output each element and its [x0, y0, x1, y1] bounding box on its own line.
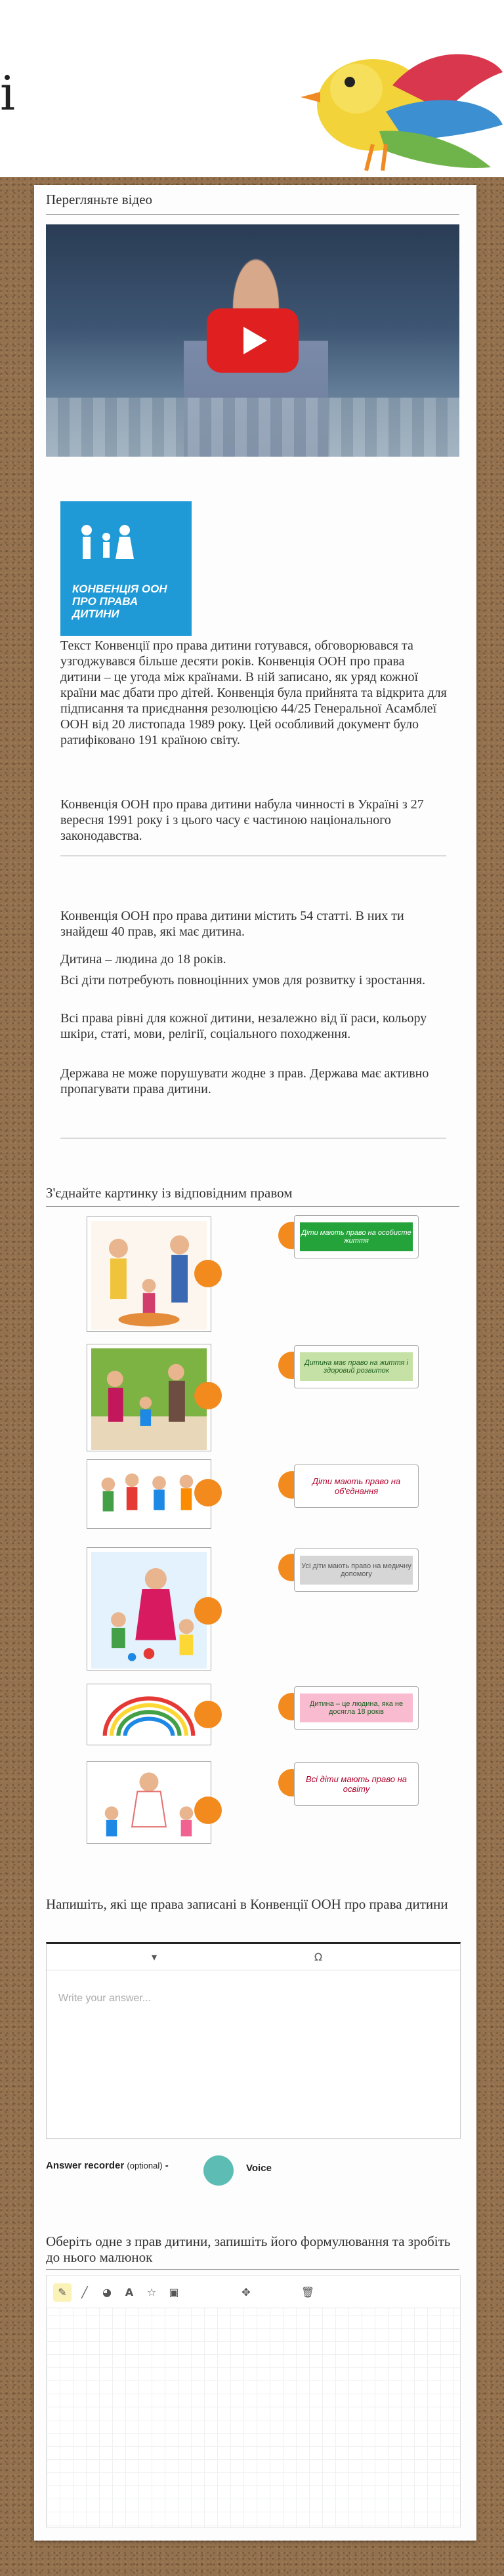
doctor-children-picture [91, 1766, 207, 1842]
pen-icon[interactable]: ╱ [81, 2286, 88, 2298]
answer-toolbar [47, 1944, 460, 1970]
match-label-4[interactable] [294, 1548, 419, 1592]
mother-children-picture [91, 1552, 207, 1669]
intro-paragraph-2: Конвенція ООН про права дитини набула чинності в Україні з 27 вересня 1991 року і з цього часу є частиною національного законодавства. [60, 797, 424, 843]
match-label-3[interactable] [294, 1465, 419, 1508]
facts-paragraph-4: Всі права рівні для кожної дитини, незалежно від її раси, кольору шкіри, статі, мови, релігії, соціального походження. [60, 1011, 427, 1041]
drawing-toolbar [47, 2275, 460, 2308]
format-dropdown-icon[interactable]: ▾ [151, 1951, 158, 1963]
facts-paragraph-2: Дитина – людина до 18 років. [60, 952, 226, 966]
pencil-icon[interactable]: ✎ [53, 2283, 72, 2302]
match-label-text-3: Діти мають право на об'єднання [312, 1476, 401, 1496]
children-group-picture [91, 1464, 207, 1526]
match-label-text-4: Усі діти мають право на медичну допомогу [300, 1556, 413, 1585]
drawing-canvas[interactable] [46, 2275, 461, 2527]
match-label-text-5: Дитина – це людина, яка не досягла 18 років [300, 1693, 413, 1722]
match-label-2[interactable] [294, 1345, 419, 1388]
match-picture-5[interactable] [87, 1684, 211, 1745]
page-header [0, 0, 504, 177]
answer-text-area[interactable] [46, 1942, 461, 2139]
question-2-title: Оберіть одне з прав дитини, запишіть його формулювання та зробіть до нього малюнок [46, 2233, 451, 2265]
answer-placeholder: Write your answer... [58, 1993, 152, 2004]
family-figures-icon [74, 521, 139, 573]
play-button[interactable] [207, 308, 299, 373]
image-icon[interactable]: ▣ [169, 2286, 179, 2298]
family-garden-picture [91, 1348, 207, 1450]
match-picture-3[interactable] [87, 1459, 211, 1529]
video-player[interactable] [46, 224, 459, 457]
trash-icon[interactable]: 🗑 [301, 2286, 315, 2298]
match-label-text-6: Всі діти мають право на освіту [306, 1774, 407, 1794]
match-section-title: З'єднайте картинку із відповідним правом [46, 1185, 293, 1201]
match-connector-left-5[interactable] [194, 1701, 222, 1728]
answer-recorder-text: Answer recorder [46, 2160, 125, 2171]
intro-paragraph-1: Текст Конвенції про права дитини готувався, обговорювався та узгоджувався більше десяти років. Конвенція ООН про права дитини – це угода між країнами. В ній записано, як уряд кожної країни має дбати про дітей. Конвенція була прийнята та відкрита для підписання та приєднання резолюцією 44/25 Генеральної Асамблеї ООН від 20 листопада 1989 року. Цей особливий документ було ратифіковано 191 країною світу. [60, 638, 447, 747]
video-thumbnail-floor [46, 398, 459, 457]
divider [46, 1206, 459, 1207]
format-icon[interactable]: Ω [314, 1951, 323, 1963]
match-label-1[interactable] [294, 1215, 419, 1258]
match-connector-left-6[interactable] [194, 1797, 222, 1824]
question-1-title: Напишіть, які ще права записані в Конвенції ООН про права дитини [46, 1896, 448, 1912]
match-connector-left-3[interactable] [194, 1479, 222, 1506]
facts-paragraph-5: Держава не може порушувати жодне з прав. Держава має активно пропагувати права дитини. [60, 1066, 429, 1096]
divider [46, 2269, 459, 2270]
match-label-5[interactable] [294, 1686, 419, 1730]
match-picture-1[interactable] [87, 1216, 211, 1332]
family-picnic-picture [91, 1221, 207, 1330]
voice-record-button[interactable] [203, 2155, 234, 2186]
match-picture-6[interactable] [87, 1761, 211, 1844]
match-connector-left-2[interactable] [194, 1382, 222, 1409]
divider [46, 214, 459, 215]
video-section-title: Перегляньте відео [46, 192, 153, 207]
answer-recorder-label: Answer recorder (optional) - [46, 2160, 169, 2171]
answer-recorder-optional: (optional) [127, 2161, 163, 2171]
star-icon[interactable]: ☆ [146, 2286, 157, 2298]
content-card [34, 185, 476, 2541]
voice-label: Voice [246, 2163, 272, 2174]
match-connector-left-4[interactable] [194, 1597, 222, 1625]
page-title: і [0, 66, 16, 121]
move-icon[interactable]: ✥ [242, 2286, 251, 2298]
poster-caption: КОНВЕНЦІЯ ООН ПРО ПРАВА ДИТИНИ [72, 583, 167, 620]
facts-paragraph-1: Конвенція ООН про права дитини містить 54 статті. В них ти знайдеш 40 прав, які має дитина. [60, 909, 404, 939]
convention-poster [60, 501, 192, 636]
match-picture-2[interactable] [87, 1344, 211, 1451]
color-picker-icon[interactable]: ◕ [102, 2286, 112, 2298]
text-icon[interactable]: A [125, 2286, 134, 2298]
facts-paragraph-3: Всі діти потребують повноцінних умов для розвитку і зростання. [60, 973, 426, 987]
match-label-text-2: Дитина має право на життя і здоровий розвиток [300, 1352, 413, 1381]
bird-illustration [294, 13, 504, 177]
match-connector-left-1[interactable] [194, 1260, 222, 1287]
match-label-6[interactable] [294, 1762, 419, 1806]
children-rainbow-picture [91, 1688, 207, 1743]
match-label-text-1: Діти мають право на особисте життя [300, 1222, 413, 1251]
match-picture-4[interactable] [87, 1547, 211, 1671]
